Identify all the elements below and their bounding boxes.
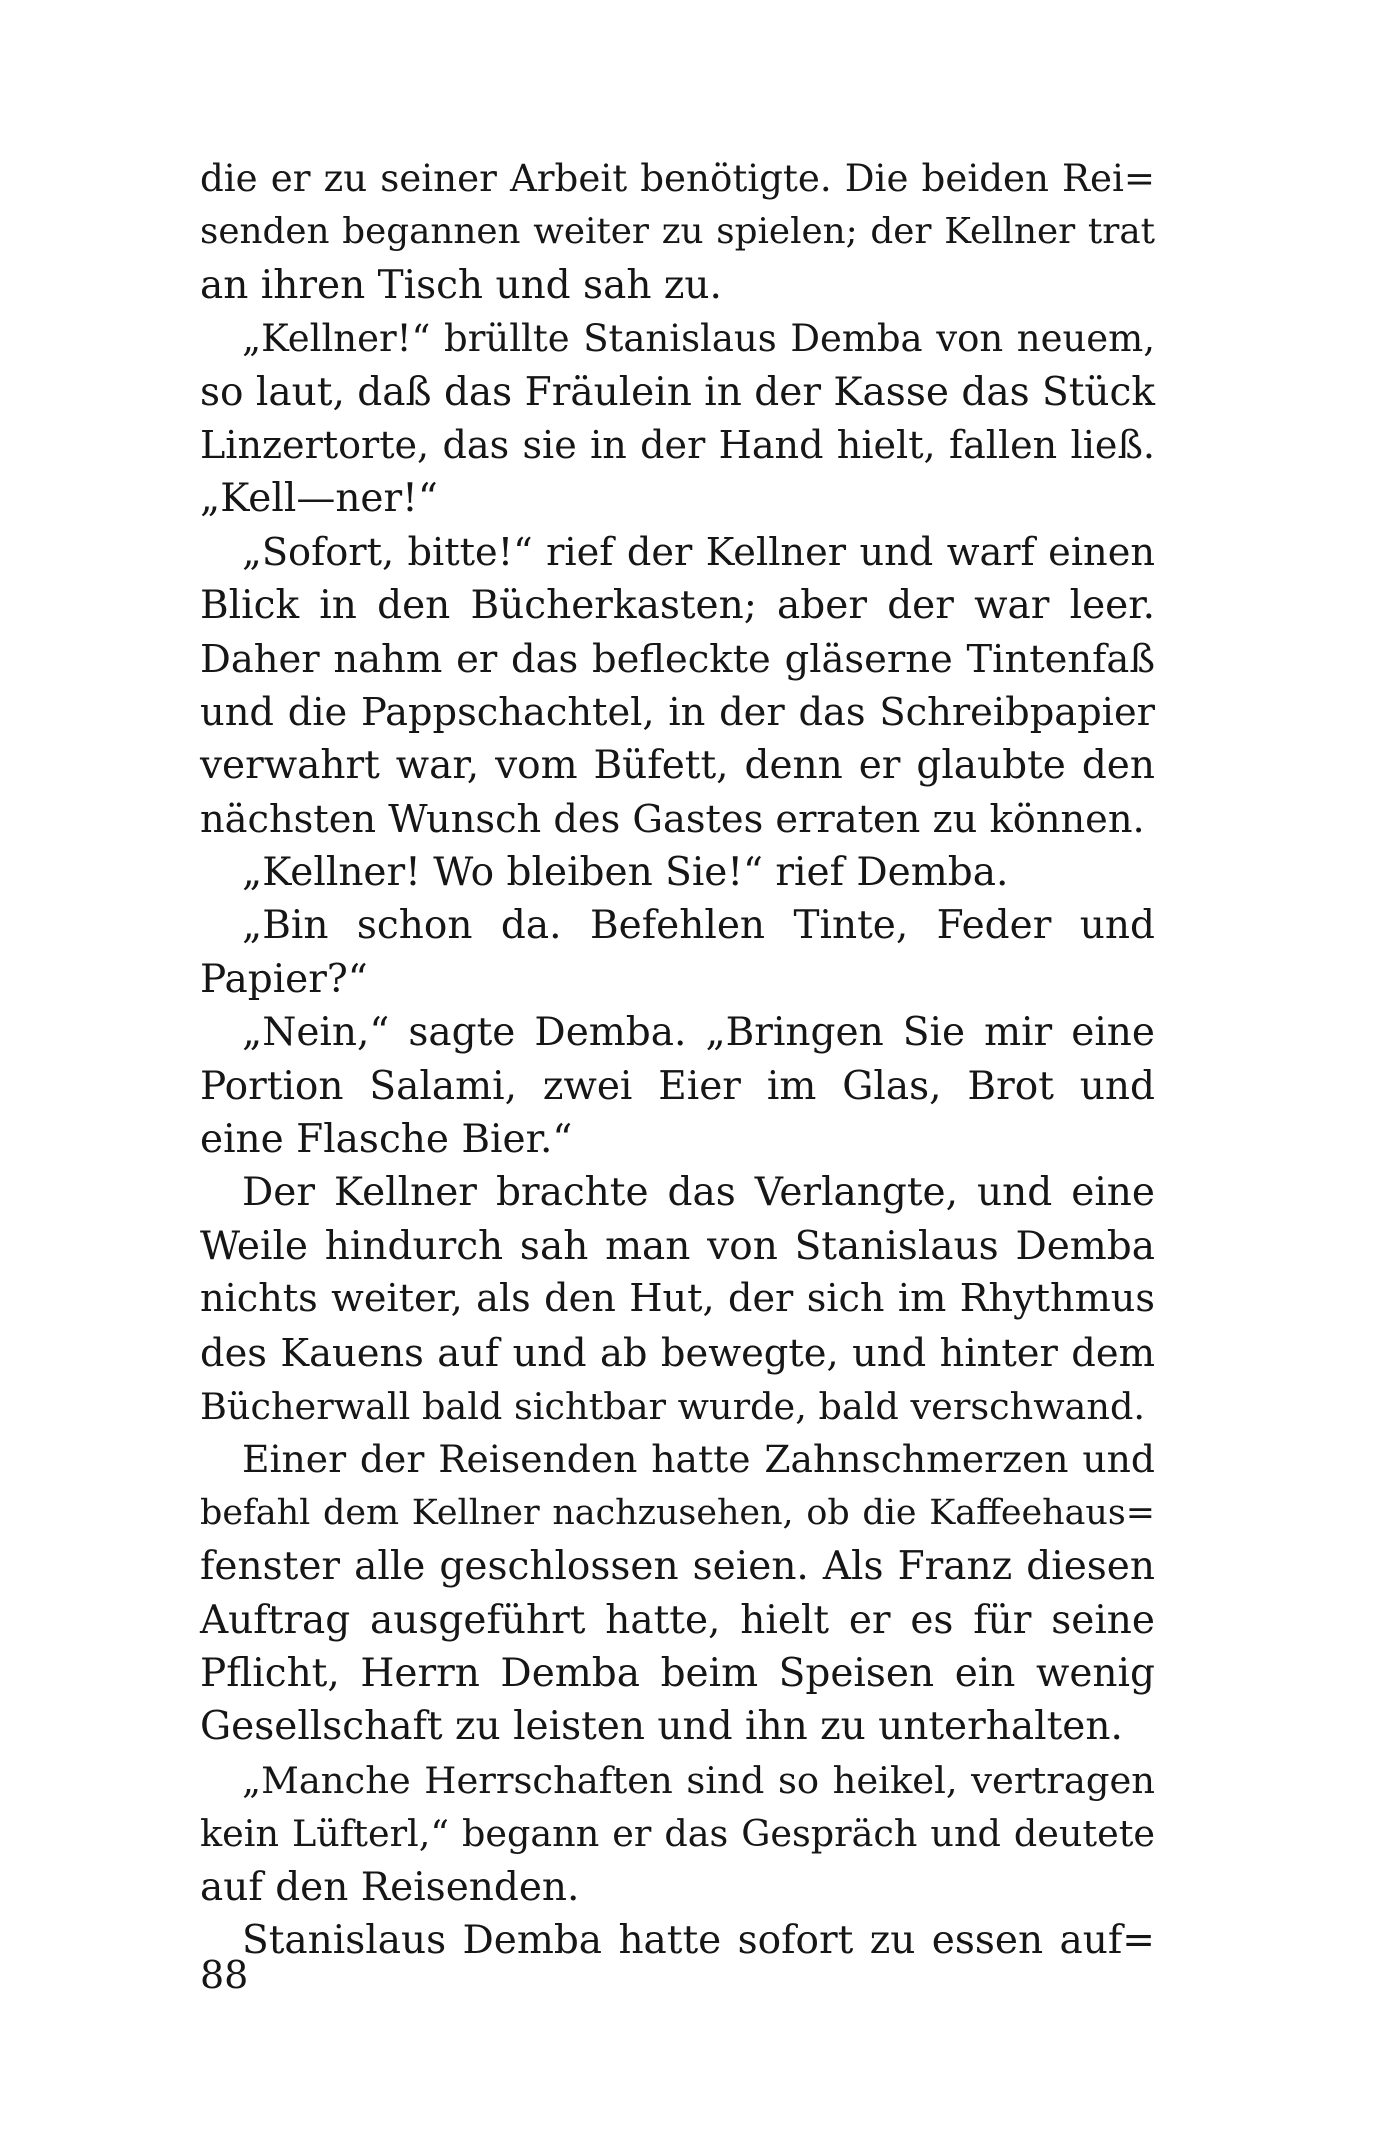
text-line: „Manche Herrschaften sind so heikel, vertragen (242, 1758, 1155, 1802)
text-line: nächsten Wunsch des Gastes erraten zu können. (200, 796, 1145, 842)
text-line: kein Lüfterl,“ begann er das Gespräch und deutete (200, 1812, 1155, 1856)
text-line: Daher nahm er das befleckte gläserne Tintenfaß (200, 636, 1155, 682)
text-line: fenster alle geschlossen seien. Als Franz diesen (200, 1544, 1155, 1590)
text-line: Portion Salami, zwei Eier im Glas, Brot und (200, 1063, 1155, 1109)
text-line: und die Pappschachtel, in der das Schreibpapier (200, 689, 1155, 735)
text-line: Linzertorte, das sie in der Hand hielt, fallen ließ. (200, 422, 1155, 467)
text-line: Bücherwall bald sichtbar wurde, bald verschwand. (200, 1384, 1146, 1428)
text-line: befahl dem Kellner nachzusehen, ob die Kaffeehaus= (200, 1492, 1155, 1533)
text-line: Stanislaus Demba hatte sofort zu essen auf= (242, 1917, 1155, 1963)
text-line: Blick in den Bücherkasten; aber der war leer. (200, 583, 1155, 629)
text-line: „Kellner! Wo bleiben Sie!“ rief Demba. (242, 850, 1009, 896)
text-line: „Kell—ner!“ (200, 476, 438, 522)
text-line: die er zu seiner Arbeit benötigte. Die beiden Rei= (200, 157, 1155, 200)
text-line: nichts weiter, als den Hut, der sich im Rhythmus (200, 1277, 1155, 1322)
text-line: senden begannen weiter zu spielen; der Kellner trat (200, 211, 1155, 253)
text-line: so laut, daß das Fräulein in der Kasse das Stück (200, 369, 1155, 415)
text-line: verwahrt war, vom Büfett, denn er glaubte den (200, 743, 1155, 789)
text-line: an ihren Tisch und sah zu. (200, 262, 722, 308)
text-line: „Kellner!“ brüllte Stanislaus Demba von neuem, (242, 317, 1155, 361)
text-line: „Sofort, bitte!“ rief der Kellner und warf einen (242, 529, 1155, 575)
text-line: des Kauens auf und ab bewegte, und hinter dem (200, 1330, 1155, 1376)
text-line: Einer der Reisenden hatte Zahnschmerzen und (242, 1437, 1155, 1482)
text-line: Auftrag ausgeführt hatte, hielt er es für seine (200, 1597, 1155, 1643)
body-text (200, 152, 1155, 1967)
text-line: „Nein,“ sagte Demba. „Bringen Sie mir eine (242, 1010, 1155, 1056)
text-line: Der Kellner brachte das Verlangte, und eine (242, 1170, 1155, 1216)
text-line: „Bin schon da. Befehlen Tinte, Feder und (242, 903, 1155, 949)
text-line: eine Flasche Bier.“ (200, 1117, 573, 1163)
text-line: Pflicht, Herrn Demba beim Speisen ein wenig (200, 1650, 1155, 1696)
page-number: 88 (200, 1953, 249, 1997)
text-line: Weile hindurch sah man von Stanislaus Demba (200, 1223, 1155, 1269)
text-line: auf den Reisenden. (200, 1864, 580, 1910)
text-line: Gesellschaft zu leisten und ihn zu unterhalten. (200, 1704, 1123, 1750)
text-line: Papier?“ (200, 956, 368, 1002)
